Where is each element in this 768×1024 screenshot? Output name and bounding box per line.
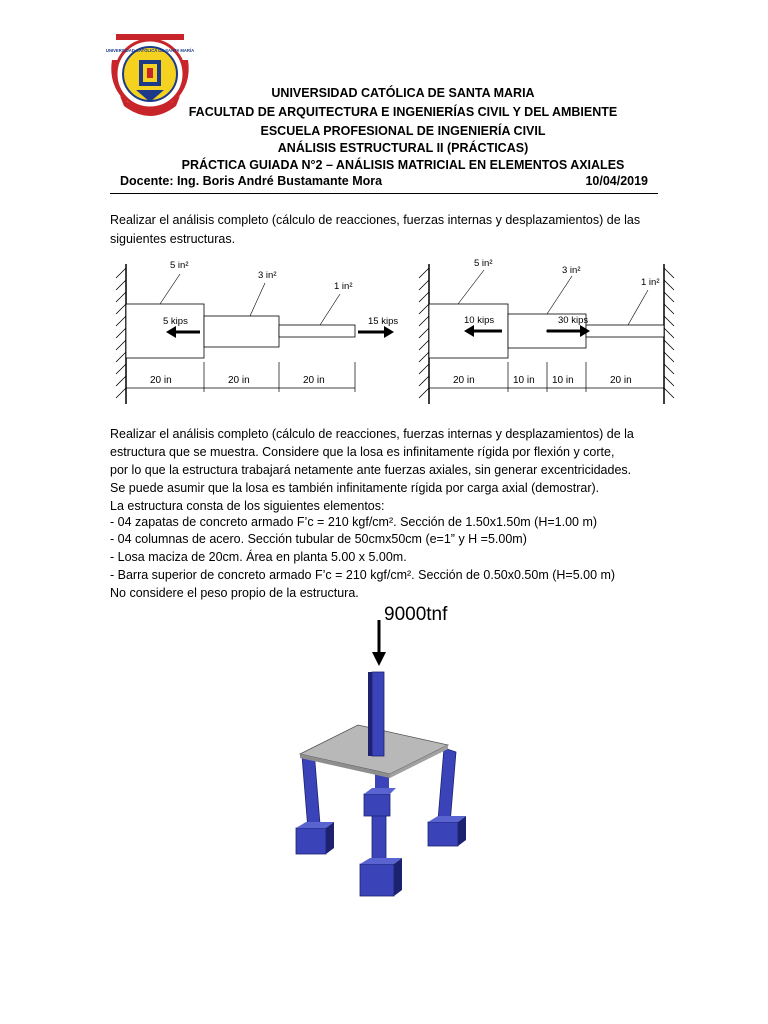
area-mid-label: 3 in² [562, 265, 581, 276]
top-bar [368, 672, 384, 756]
header-rule [110, 193, 658, 194]
area-large-label: 5 in² [170, 260, 189, 271]
problem2-line9: - Barra superior de concreto armado F’c = 210 kgf/cm². Sección de 0.50x0.50m (H=5.00 m) [110, 568, 616, 582]
problem2-line8: - Losa maciza de 20cm. Área en planta 5.00 x 5.00m. [110, 550, 407, 564]
bar-segment-mid [204, 316, 279, 347]
problem2-line4: Se puede asumir que la losa es también infinitamente rígida por carga axial (demostrar). [110, 481, 600, 495]
structure-3d-figure [280, 598, 500, 908]
document-date: 10/04/2019 [585, 174, 648, 188]
area-mid-label: 3 in² [258, 270, 277, 281]
footing-front [360, 858, 402, 896]
bar-segment-small [586, 325, 664, 337]
column-left [302, 750, 320, 830]
area-small-label: 1 in² [641, 277, 660, 288]
area-large-label: 5 in² [474, 258, 493, 269]
load-arrow [372, 620, 386, 666]
bar-segment-small [279, 325, 355, 337]
problem2-line7: - 04 columnas de acero. Sección tubular de 50cmx50cm (e=1” y H =5.00m) [110, 532, 527, 546]
problem2-line10: No considere el peso propio de la estructura. [110, 586, 359, 600]
problem2-line6: - 04 zapatas de concreto armado F’c = 210 kgf/cm². Sección de 1.50x1.50m (H=1.00 m) [110, 515, 598, 529]
dimension-1-label: 20 in [453, 375, 475, 386]
problem2-line3: por lo que la estructura trabajará netamente ante fuerzas axiales, sin generar excentricidades. [110, 463, 632, 477]
problem1-line2: siguientes estructuras. [110, 232, 236, 246]
dimension-1-label: 20 in [150, 375, 172, 386]
dimension-3-label: 10 in [552, 375, 574, 386]
bar-figure-1 [110, 254, 410, 409]
problem2-line2: estructura que se muestra. Considere que la losa es infinitamente rígida por flexión y corte, [110, 445, 615, 459]
practice-title: PRÁCTICA GUIADA N°2 – ANÁLISIS MATRICIAL EN ELEMENTOS AXIALES [181, 158, 625, 172]
problem1-line1: Realizar el análisis completo (cálculo de reacciones, fuerzas internas y desplazamientos) de las [110, 213, 641, 227]
area-small-label: 1 in² [334, 281, 353, 292]
wall-support-left [116, 264, 126, 404]
dimension-2-label: 20 in [228, 375, 250, 386]
school-name: ESCUELA PROFESIONAL DE INGENIERÍA CIVIL [260, 124, 546, 138]
teacher-name: Docente: Ing. Boris André Bustamante Mora [120, 174, 383, 188]
left-load-label: 5 kips [163, 316, 188, 327]
university-name: UNIVERSIDAD CATÓLICA DE SANTA MARIA [271, 86, 535, 100]
problem2-line1: Realizar el análisis completo (cálculo de reacciones, fuerzas internas y desplazamientos) de la [110, 427, 634, 441]
dimension-2-label: 10 in [513, 375, 535, 386]
right-load-label: 30 kips [558, 315, 589, 326]
footing-right [428, 816, 466, 846]
teacher-line [120, 174, 648, 188]
problem2-line5: La estructura consta de los siguientes elementos: [110, 499, 385, 513]
footing-back [364, 788, 396, 816]
dimension-4-label: 20 in [610, 375, 632, 386]
footing-left [296, 822, 334, 854]
dimension-3-label: 20 in [303, 375, 325, 386]
wall-support-left [419, 264, 429, 404]
faculty-name: FACULTAD DE ARQUITECTURA E INGENIERÍAS CIVIL Y DEL AMBIENTE [188, 105, 618, 119]
load-label: 9000tnf [384, 604, 448, 625]
bar-figure-2 [412, 254, 682, 409]
logo-text: UNIVERSIDAD CATÓLICA DE SANTA MARÍA [106, 48, 194, 53]
column-right [438, 748, 456, 824]
right-load-arrow [358, 326, 394, 338]
left-load-label: 10 kips [464, 315, 495, 326]
wall-support-right [664, 264, 674, 404]
course-name: ANÁLISIS ESTRUCTURAL II (PRÁCTICAS) [277, 141, 529, 155]
right-load-label: 15 kips [368, 316, 399, 327]
